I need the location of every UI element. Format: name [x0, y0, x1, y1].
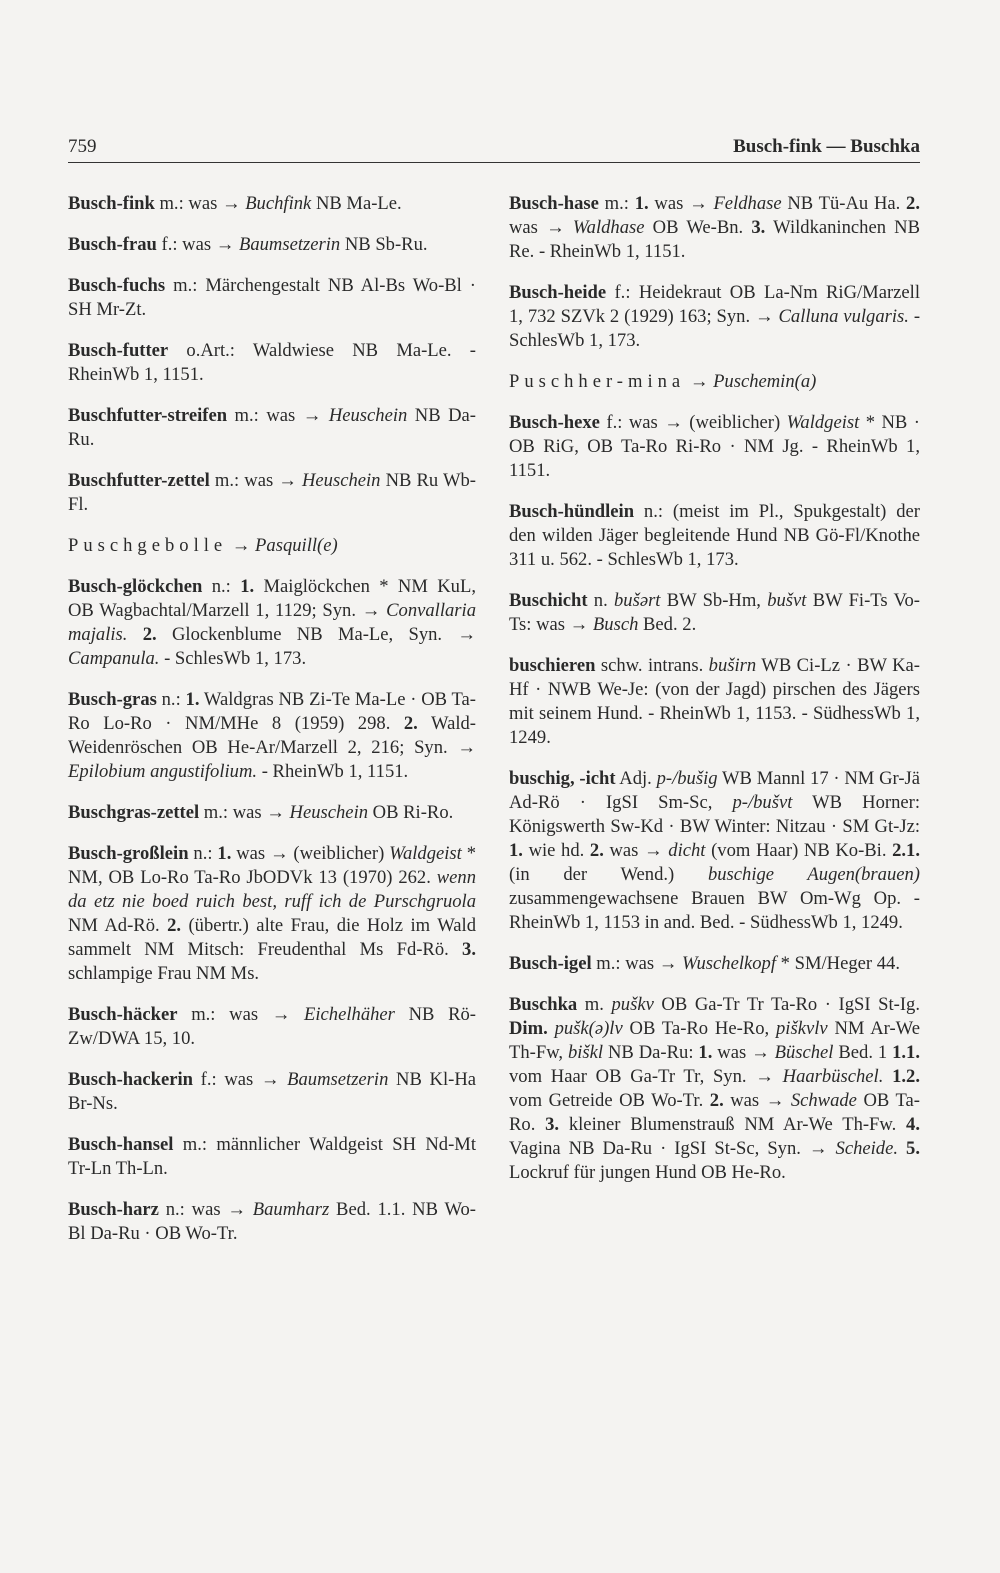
dictionary-entry	[68, 1068, 476, 1116]
entry-spaced-headword: Puschher-mina	[509, 371, 686, 392]
entry-text: n.: was →	[158, 1199, 253, 1220]
entry-italic: p-/bušig	[656, 768, 718, 789]
entry-text: m.	[577, 994, 612, 1015]
entry-headword: 2.	[589, 840, 604, 861]
entry-text: Waldgras NB Zi-Te Ma-Le · OB Ta-Ro Lo-Ro · NM/MHe 8 (1959) 298.	[68, 689, 476, 734]
entry-headword: 1.1.	[892, 1042, 920, 1063]
entry-italic: Büschel	[774, 1042, 834, 1063]
entry-text: OB Ga-Tr Tr Ta-Ro · IgSI St-Ig.	[653, 994, 920, 1015]
dictionary-entry	[68, 801, 476, 825]
entry-text: NB Kl-Ha Br-Ns.	[68, 1069, 476, 1114]
entry-headword: 2.	[142, 624, 157, 645]
entry-headword: 1.	[698, 1042, 713, 1063]
entry-headword: Busch-hündlein	[509, 501, 635, 522]
entry-headword: 3.	[545, 1114, 560, 1135]
entry-text: - RheinWb 1, 1151.	[257, 761, 409, 782]
entry-headword: 3.	[462, 939, 476, 960]
entry-text: m.: was →	[591, 953, 683, 974]
entry-text: NM Ad-Rö.	[68, 915, 168, 936]
entry-italic: Waldgeist	[786, 412, 860, 433]
entry-text: - SchlesWb 1, 173.	[509, 306, 921, 351]
entry-headword: Busch-häcker	[68, 1004, 178, 1025]
entry-text: m.: was →	[177, 1004, 305, 1025]
entry-headword: Busch-glöckchen	[68, 576, 203, 597]
entry-italic: Feldhase	[713, 193, 782, 214]
entry-text: Lockruf für jungen Hund OB He-Ro.	[509, 1162, 786, 1183]
entry-headword: Buschka	[509, 994, 578, 1015]
entry-text: WB Ci-Lz · BW Ka-Hf · NWB We-Je: (von der Jagd) pirschen des Jägers mit seinem Hund. - RheinWb 1, 1153. - SüdhessWb 1, 1249.	[509, 655, 920, 748]
entry-text: m.: was →	[199, 802, 290, 823]
entry-text: wie hd.	[522, 840, 590, 861]
entry-headword: Busch-harz	[68, 1199, 159, 1220]
entry-italic: Campanula.	[68, 648, 160, 669]
dictionary-entry	[68, 534, 476, 558]
entry-text: WB Mannl 17 · NM Gr-Jä Ad-Rö · IgSI Sm-Sc,	[509, 768, 921, 813]
dictionary-entry	[68, 688, 476, 784]
running-title: Busch-fink — Buschka	[733, 136, 920, 157]
entry-italic: Busch	[592, 614, 639, 635]
entry-headword: Dim.	[509, 1018, 548, 1039]
entry-headword: 1.2.	[892, 1066, 920, 1087]
left-column	[68, 192, 476, 1263]
entry-text	[883, 1066, 892, 1087]
dictionary-entry	[68, 404, 476, 452]
entry-italic: dicht	[668, 840, 706, 861]
entry-headword: 1.	[634, 193, 649, 214]
entry-italic: buschige Augen(brauen)	[707, 864, 920, 885]
entry-italic: Buchfink	[245, 193, 312, 214]
entry-text: NB Ma-Le.	[311, 193, 402, 214]
entry-headword: Buschfutter-streifen	[68, 405, 228, 426]
page-number: 759	[68, 136, 97, 157]
entry-text: Adj.	[615, 768, 657, 789]
entry-text: o.Art.: Waldwiese NB Ma-Le. - RheinWb 1, 1151.	[68, 340, 476, 385]
entry-headword: buschieren	[509, 655, 596, 676]
entry-italic: pušk(ə)lv	[554, 1018, 623, 1039]
entry-headword: buschig, -icht	[509, 768, 616, 789]
entry-headword: Busch-futter	[68, 340, 169, 361]
entry-text: * NM, OB Lo-Ro Ta-Ro JbODVk 13 (1970) 262.	[68, 843, 476, 888]
entry-text: OB Ri-Ro.	[368, 802, 454, 823]
entry-italic: Schwade	[790, 1090, 857, 1111]
entry-text: (übertr.) alte Frau, die Holz im Wald sammelt NM Mitsch: Freudenthal Ms Fd-Rö.	[68, 915, 476, 960]
entry-text: was → (weiblicher)	[231, 843, 390, 864]
dictionary-entry	[509, 654, 920, 750]
entry-italic: Baumsetzerin	[287, 1069, 389, 1090]
entry-text	[127, 624, 142, 645]
entry-text: Bed. 1	[833, 1042, 893, 1063]
entry-text: →	[227, 535, 256, 556]
entry-text: Wald-Weidenröschen OB He-Ar/Marzell 2, 216; Syn. →	[68, 713, 476, 758]
entry-headword: Busch-frau	[68, 234, 157, 255]
entry-headword: Busch-hackerin	[68, 1069, 194, 1090]
entry-text: m.: männlicher Waldgeist SH Nd-Mt Tr-Ln Th-Ln.	[68, 1134, 476, 1179]
entry-text: m.:	[598, 193, 635, 214]
entry-text: was →	[648, 193, 714, 214]
entry-headword: Busch-großlein	[68, 843, 189, 864]
entry-italic: Eichelhäher	[304, 1004, 395, 1025]
entry-italic: bušvt	[767, 590, 807, 611]
entry-text: schlampige Frau NM Ms.	[68, 963, 260, 984]
dictionary-entry	[68, 233, 476, 257]
entry-text	[548, 1018, 555, 1039]
entry-text: n.:	[156, 689, 186, 710]
entry-headword: Busch-hase	[509, 193, 599, 214]
entry-italic: Wuschelkopf	[682, 953, 777, 974]
page-header	[68, 128, 920, 163]
entry-headword: Busch-igel	[509, 953, 592, 974]
dictionary-entry	[509, 767, 920, 935]
entry-headword: Buschgras-zettel	[68, 802, 200, 823]
dictionary-entry	[509, 192, 920, 264]
dictionary-entry	[68, 575, 476, 671]
entry-headword: 2.1.	[892, 840, 920, 861]
entry-text: was →	[712, 1042, 775, 1063]
entry-headword: Buschfutter-zettel	[68, 470, 210, 491]
entry-headword: Busch-gras	[68, 689, 157, 710]
entry-italic: bušərt	[613, 590, 661, 611]
entry-italic: p-/bušvt	[732, 792, 793, 813]
entry-headword: 2.	[167, 915, 182, 936]
entry-text: NB Da-Ru:	[603, 1042, 699, 1063]
entry-text	[898, 1138, 906, 1159]
entry-italic: Scheide.	[835, 1138, 899, 1159]
entry-headword: 1.	[240, 576, 255, 597]
entry-text: BW Fi-Ts Vo-Ts: was →	[509, 590, 920, 635]
entry-italic: Baumharz	[252, 1199, 330, 1220]
entry-headword: 1.	[509, 840, 523, 861]
entry-text: BW Sb-Hm,	[660, 590, 768, 611]
entry-text: NM Ar-We Th-Fw,	[509, 1018, 920, 1063]
entry-italic: Haarbüschel.	[782, 1066, 884, 1087]
entry-text: f.: Heidekraut OB La-Nm RiG/Marzell 1, 732 SZVk 2 (1929) 163; Syn. →	[509, 282, 920, 327]
entry-text: n.:	[188, 843, 218, 864]
entry-italic: Convallaria majalis.	[68, 600, 476, 645]
entry-headword: Busch-fuchs	[68, 275, 166, 296]
entry-italic: Heuschein	[289, 802, 369, 823]
entry-text: Bed. 1.1. NB Wo-Bl Da-Ru · OB Wo-Tr.	[68, 1199, 476, 1244]
dictionary-entry	[509, 500, 920, 572]
entry-text: NB Tü-Au Ha.	[781, 193, 907, 214]
entry-italic: Pasquill(e)	[255, 535, 338, 556]
dictionary-entry	[509, 589, 920, 637]
entry-headword: 1.	[185, 689, 200, 710]
dictionary-entry	[509, 281, 920, 353]
dictionary-entry	[68, 1003, 476, 1051]
dictionary-entry	[68, 339, 476, 387]
entry-text: Vagina NB Da-Ru · IgSI St-Sc, Syn. →	[509, 1138, 836, 1159]
right-column	[509, 192, 920, 1202]
entry-italic: Baumsetzerin	[238, 234, 341, 255]
entry-italic: Epilobium angustifolium.	[68, 761, 258, 782]
entry-italic: puškv	[611, 994, 654, 1015]
entry-text: m.: was →	[154, 193, 246, 214]
dictionary-entry	[509, 993, 920, 1185]
entry-text: (vom Haar) NB Ko-Bi.	[705, 840, 893, 861]
entry-italic: Heuschein	[328, 405, 408, 426]
entry-italic: Waldhase	[572, 217, 645, 238]
entry-text: f.: was → (weiblicher)	[599, 412, 787, 433]
entry-headword: 2.	[709, 1090, 724, 1111]
entry-text: - SchlesWb 1, 173.	[159, 648, 307, 669]
entry-text: * NB · OB RiG, OB Ta-Ro Ri-Ro · NM Jg. - RheinWb 1, 1151.	[509, 412, 920, 481]
entry-text: * SM/Heger 44.	[776, 953, 900, 974]
dictionary-entry	[68, 842, 476, 986]
dictionary-entry	[509, 370, 920, 394]
entry-italic: Calluna vulgaris.	[778, 306, 909, 327]
entry-headword: Busch-heide	[509, 282, 607, 303]
entry-italic: buširn	[708, 655, 757, 676]
entry-headword: Busch-hexe	[509, 412, 600, 433]
entry-headword: 5.	[906, 1138, 920, 1159]
entry-text: n.: (meist im Pl., Spukgestalt) der den wilden Jäger begleitende Hund NB Gö-Fl/Knothe 311 u. 562. - SchlesWb 1, 173.	[509, 501, 920, 570]
entry-text: was →	[723, 1090, 791, 1111]
entry-text: m.: Märchengestalt NB Al-Bs Wo-Bl · SH Mr-Zt.	[68, 275, 476, 320]
entry-headword: Buschicht	[509, 590, 588, 611]
entry-headword: 3.	[751, 217, 766, 238]
entry-text: m.: was →	[209, 470, 302, 491]
dictionary-entry	[509, 952, 920, 976]
entry-text: OB Ta-Ro.	[509, 1090, 920, 1135]
entry-text: OB Ta-Ro He-Ro,	[622, 1018, 776, 1039]
entry-text: Maiglöckchen * NM KuL, OB Wagbachtal/Marzell 1, 1129; Syn. →	[68, 576, 476, 621]
entry-text: Bed. 2.	[638, 614, 697, 635]
dictionary-entry	[509, 411, 920, 483]
entry-text: NB Rö-Zw/DWA 15, 10.	[68, 1004, 476, 1049]
entry-text: vom Getreide OB Wo-Tr.	[509, 1090, 710, 1111]
entry-spaced-headword: Puschgebolle	[68, 535, 228, 556]
dictionary-entry	[68, 469, 476, 517]
entry-text: m.: was →	[227, 405, 329, 426]
dictionary-entry	[68, 1133, 476, 1181]
entry-headword: Busch-fink	[68, 193, 155, 214]
dictionary-entry	[68, 274, 476, 322]
entry-text: OB We-Bn.	[644, 217, 752, 238]
entry-text: f.: was →	[193, 1069, 288, 1090]
entry-text: WB Horner: Königswerth Sw-Kd · BW Winter: Nitzau · SM Gt-Jz:	[509, 792, 920, 837]
entry-text: was →	[509, 217, 573, 238]
dictionary-entry	[68, 192, 476, 216]
entry-italic: piškvlv	[776, 1018, 828, 1039]
entry-italic: wenn da etz nie boed ruich best, ruff ich de Purschgruola	[68, 867, 476, 912]
entry-text: schw. intrans.	[595, 655, 709, 676]
entry-headword: Busch-hansel	[68, 1134, 174, 1155]
entry-italic: Puschemin(a)	[713, 371, 817, 392]
entry-text: NB Da-Ru.	[68, 405, 477, 450]
entry-text: →	[685, 371, 714, 392]
entry-italic: Heuschein	[301, 470, 381, 491]
entry-text: kleiner Blumenstrauß NM Ar-We Th-Fw.	[559, 1114, 907, 1135]
entry-text: Wildkaninchen NB Re. - RheinWb 1, 1151.	[509, 217, 920, 262]
entry-text: f.: was →	[156, 234, 239, 255]
entry-text: NB Ru Wb-Fl.	[68, 470, 476, 515]
entry-text: vom Haar OB Ga-Tr Tr, Syn. →	[509, 1066, 783, 1087]
entry-text: Glockenblume NB Ma-Le, Syn. →	[156, 624, 476, 645]
entry-headword: 1.	[217, 843, 232, 864]
entry-text: n.:	[202, 576, 241, 597]
entry-text: n.	[587, 590, 614, 611]
entry-headword: 2.	[906, 193, 920, 214]
entry-text: NB Sb-Ru.	[340, 234, 428, 255]
entry-italic: Waldgeist	[389, 843, 462, 864]
entry-text: was →	[603, 840, 669, 861]
dictionary-entry	[68, 1198, 476, 1246]
entry-headword: 2.	[403, 713, 418, 734]
entry-headword: 4.	[906, 1114, 920, 1135]
entry-italic: biškl	[567, 1042, 604, 1063]
entry-text: zusammengewachsene Brauen BW Om-Wg Op. - RheinWb 1, 1153 in and. Bed. - SüdhessWb 1, 1249.	[509, 888, 920, 933]
entry-text: (in der Wend.)	[509, 864, 708, 885]
